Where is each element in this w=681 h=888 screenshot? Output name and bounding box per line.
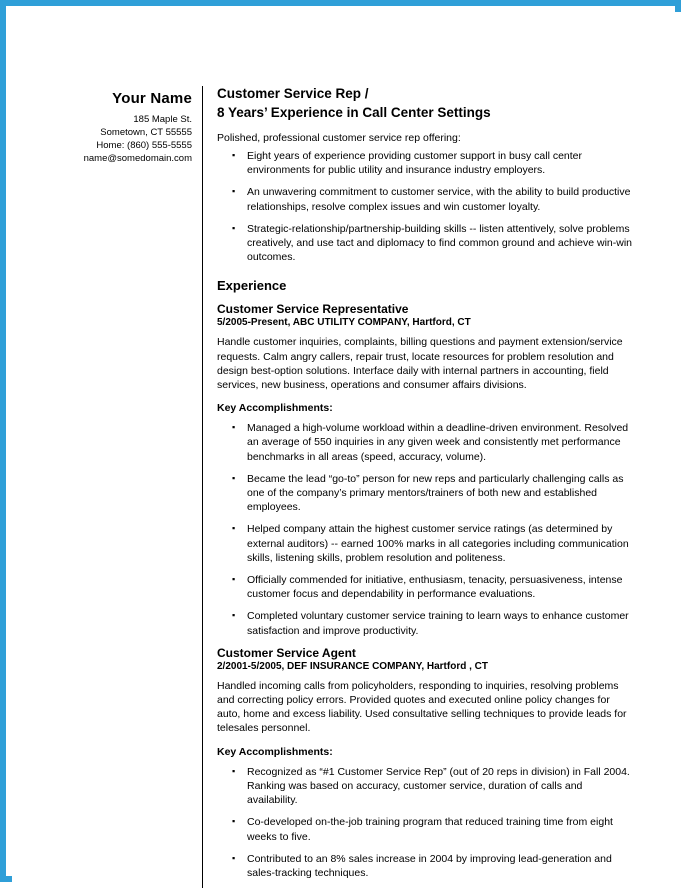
main-column [203, 68, 635, 888]
contact-email: name@somedomain.com [83, 153, 192, 164]
job-description: Handle customer inquiries, complaints, billing questions and payment extension/service requests. Calm angry callers, repair trust, locate resources for problem resolution and design best-option solutions. Interface daily with internal partners in accounting, field services, new business, operations and consumer affairs divisions. [217, 336, 623, 392]
list-item: ▪ Completed voluntary customer service training to learn ways to enhance customer satisfaction and improve productivity. [245, 609, 635, 637]
list-item: ▪ Managed a high-volume workload within a deadline-driven environment. Resolved an average of 550 inquiries in any given week and consistently met performance benchmarks in all areas (speed, accuracy, volume). [245, 421, 635, 464]
list-item: ▪ Eight years of experience providing customer support in busy call center environments for public utility and insurance industry employers. [245, 149, 635, 177]
candidate-name: Your Name [112, 90, 192, 107]
job-title: Customer Service Representative [217, 302, 409, 317]
list-item: ▪ Became the lead “go-to” person for new reps and particularly challenging calls as one of the company’s primary mentors/trainers of both new and established employees. [245, 472, 635, 515]
job-meta: 5/2005-Present, ABC UTILITY COMPANY, Hartford, CT [217, 317, 471, 329]
job-title: Customer Service Agent [217, 645, 356, 660]
resume-body [74, 68, 636, 888]
resume-headline [217, 84, 635, 122]
list-item: ▪ Helped company attain the highest customer service ratings (as determined by external auditors) -- earned 100% marks in all categories including communication skills, listening skills, problem resolution and politeness. [245, 522, 635, 565]
accomplishments-label: Key Accomplishments: [217, 402, 333, 415]
headline-line-2: 8 Years’ Experience in Call Center Settings [217, 105, 491, 120]
experience-entry [217, 646, 635, 880]
resume-page [12, 12, 681, 882]
contact-city: Sometown, CT 55555 [100, 127, 192, 138]
list-item: ▪ Co-developed on-the-job training program that reduced training time from eight weeks to five. [245, 815, 635, 843]
job-meta: 2/2001-5/2005, DEF INSURANCE COMPANY, Hartford , CT [217, 660, 488, 672]
contact-column [74, 68, 202, 165]
headline-line-1: Customer Service Rep / [217, 86, 369, 101]
list-item: ▪ Contributed to an 8% sales increase in 2004 by improving lead-generation and sales-tracking techniques. [245, 852, 635, 880]
job-description: Handled incoming calls from policyholders, responding to inquiries, resolving problems and correcting policy errors. Provided quotes and executed online policy changes for auto, home and excess liability. Used consultative selling techniques to provide leads for telesales personnel. [217, 679, 627, 735]
list-item: ▪ Strategic-relationship/partnership-building skills -- listen attentively, solve problems creatively, and use tact and diplomacy to find common ground and achieve win-win outcomes. [245, 222, 635, 265]
list-item: ▪ Recognized as “#1 Customer Service Rep” (out of 20 reps in division) in Fall 2004. Ranking was based on accuracy, customer service, duration of calls and availability. [245, 765, 635, 808]
section-title-experience: Experience [217, 278, 287, 294]
list-item: ▪ Officially commended for initiative, enthusiasm, tenacity, persuasiveness, intense customer focus and dependability in performance evaluations. [245, 573, 635, 601]
list-item: ▪ An unwavering commitment to customer service, with the ability to build productive relationships, resolve complex issues and win customer loyalty. [245, 185, 635, 213]
accomplishments-list [217, 421, 635, 638]
summary-intro: Polished, professional customer service rep offering: [217, 132, 461, 144]
summary-bullets [217, 149, 635, 264]
accomplishments-list [217, 765, 635, 880]
accomplishments-label: Key Accomplishments: [217, 745, 333, 758]
contact-phone: Home: (860) 555-5555 [96, 140, 192, 151]
experience-entry [217, 302, 635, 637]
contact-street: 185 Maple St. [133, 114, 192, 125]
